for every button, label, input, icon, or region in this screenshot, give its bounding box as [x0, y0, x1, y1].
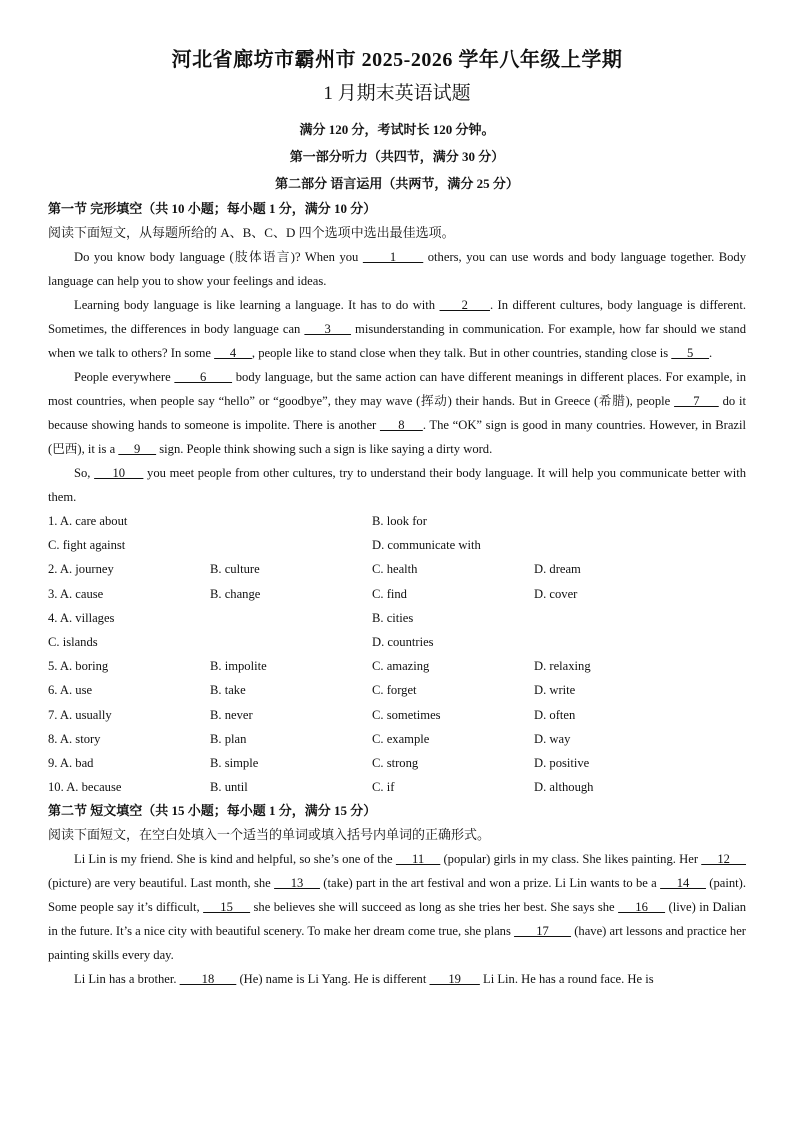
option-item: C. example [372, 731, 430, 746]
option-item: 8. A. story [48, 731, 101, 746]
option-item: B. until [210, 780, 248, 795]
option-item: C. fight against [48, 538, 126, 553]
option-item: B. look for [372, 514, 427, 528]
option-item: B. take [210, 683, 246, 698]
blank-12: 12 [701, 852, 747, 867]
page-subtitle: 1 月期末英语试题 [323, 83, 471, 104]
cloze-paragraph-3: People everywhere 6 body language, but the same action can have different meanings in different places. For example, in most countries, when people say “hello” or “goodbye”, they may wave (挥动) their hands. But in Greece (希腊), people 7 do it because showing hands to someone is impolite. There is another 8 . The “OK” sign is good in many countries. However, in Brazil (巴西), it is a 9 sign. People think showing such a sign is like saying a dirty word. [48, 370, 746, 456]
fill-paragraph-1: Li Lin is my friend. She is kind and helpful, so she’s one of the 11 (popular) girls in my class. She likes painting. Her 12 (picture) are very beautiful. Last month, she 13 (take) part in the art festival and won a prize. Li Lin wants to be a 14 (paint). Some people say it’s difficult, 15 she believes she will succeed as long as she tries her best. She says she 16 (live) in Dalian in the future. It’s a nice city with beautiful scenery. To make her dream come true, she plans 17 (have) art lessons and practice her painting skills every day. [48, 852, 747, 963]
blank-13: 13 [274, 876, 320, 891]
option-item: D. countries [372, 635, 434, 650]
option-item: B. simple [210, 756, 259, 771]
options-list [48, 509, 746, 799]
blank-19: 19 [429, 972, 480, 987]
blank-5: 5 [671, 346, 710, 360]
option-item: B. plan [210, 731, 247, 746]
section-two-heading: 第二节 短文填空（共 15 小题；每小题 1 分，满分 15 分） [48, 803, 377, 819]
option-item: 1. A. care about [48, 514, 128, 528]
option-item: C. islands [48, 635, 98, 650]
option-item: C. health [372, 562, 418, 577]
option-item: B. never [210, 707, 253, 722]
blank-8: 8 [379, 418, 423, 432]
option-row [48, 751, 746, 775]
option-item: D. often [534, 707, 576, 722]
blank-14: 14 [660, 876, 706, 891]
option-item: C. amazing [372, 659, 430, 674]
option-item: D. write [534, 683, 576, 698]
option-row [48, 533, 746, 557]
option-item: 5. A. boring [48, 659, 109, 674]
blank-3: 3 [304, 322, 352, 336]
blank-6: 6 [174, 370, 233, 384]
option-item: B. change [210, 586, 261, 601]
option-item: 3. A. cause [48, 586, 104, 601]
option-item: 6. A. use [48, 683, 93, 698]
blank-17: 17 [514, 924, 572, 939]
option-item: C. if [372, 780, 395, 795]
option-item: D. although [534, 780, 594, 795]
cloze-paragraph-1: Do you know body language (肢体语言)? When you 1 others, you can use words and body language together. Body language can help you to show your feelings and ideas. [48, 250, 747, 288]
option-item: D. relaxing [534, 659, 591, 674]
option-item: B. cities [372, 610, 414, 625]
part-two-heading: 第二部分 语言运用（共两节，满分 25 分） [275, 176, 519, 191]
option-row [48, 630, 746, 654]
option-row [48, 775, 746, 799]
option-item: D. way [534, 731, 571, 746]
option-row [48, 509, 746, 533]
exam-info: 满分 120 分，考试时长 120 分钟。 [299, 122, 495, 137]
blank-4: 4 [214, 346, 252, 360]
blank-1: 1 [362, 250, 424, 264]
option-item: 7. A. usually [48, 707, 112, 722]
blank-15: 15 [203, 900, 251, 915]
exam-page [48, 46, 746, 991]
blank-2: 2 [439, 298, 490, 312]
section-one-instruction: 阅读下面短文，从每题所给的 A、B、C、D 四个选项中选出最佳选项。 [48, 225, 455, 240]
cloze-paragraph-2: Learning body language is like learning a language. It has to do with 2 . In different cultures, body language is different. Sometimes, the differences in body language can 3 misunderstanding in communication. For example, how far should we stand when we talk to others? In some 4 , people like to stand close when they talk. But in other countries, standing close is 5 . [48, 298, 747, 360]
blank-11: 11 [395, 852, 441, 867]
section-two-instruction: 阅读下面短文，在空白处填入一个适当的单词或填入括号内单词的正确形式。 [48, 827, 491, 843]
option-item: D. communicate with [372, 538, 481, 553]
option-item: C. sometimes [372, 707, 441, 722]
option-item: 2. A. journey [48, 562, 114, 577]
option-item: D. positive [534, 756, 590, 771]
option-row [48, 557, 746, 581]
option-row [48, 703, 746, 727]
section-one-heading: 第一节 完形填空（共 10 小题；每小题 1 分，满分 10 分） [48, 201, 377, 216]
option-item: C. forget [372, 683, 417, 698]
option-item: C. find [372, 586, 407, 601]
page-title: 河北省廊坊市霸州市 2025-2026 学年八年级上学期 [171, 49, 623, 71]
cloze-paragraph-4: So, 10 you meet people from other cultures, try to understand their body language. It will help you communicate better with them. [48, 466, 746, 504]
blank-10: 10 [94, 466, 144, 480]
option-item: 10. A. because [48, 780, 122, 795]
part-one-heading: 第一部分听力（共四节，满分 30 分） [289, 149, 505, 164]
option-item: D. cover [534, 586, 578, 601]
option-row [48, 582, 746, 606]
blank-7: 7 [674, 394, 719, 408]
option-row [48, 678, 746, 702]
option-item: C. strong [372, 756, 419, 771]
option-item: 9. A. bad [48, 756, 94, 771]
fill-paragraph-2: Li Lin has a brother. 18 (He) name is Li Yang. He is different 19 Li Lin. He has a round face. He is [74, 972, 654, 987]
blank-9: 9 [118, 442, 157, 456]
option-item: B. culture [210, 562, 260, 577]
option-row [48, 727, 746, 751]
blank-18: 18 [179, 972, 237, 987]
option-item: 4. A. villages [48, 610, 115, 625]
blank-16: 16 [618, 900, 666, 915]
option-item: B. impolite [210, 659, 267, 674]
option-row [48, 654, 746, 678]
option-item: D. dream [534, 562, 581, 577]
option-row [48, 606, 746, 630]
